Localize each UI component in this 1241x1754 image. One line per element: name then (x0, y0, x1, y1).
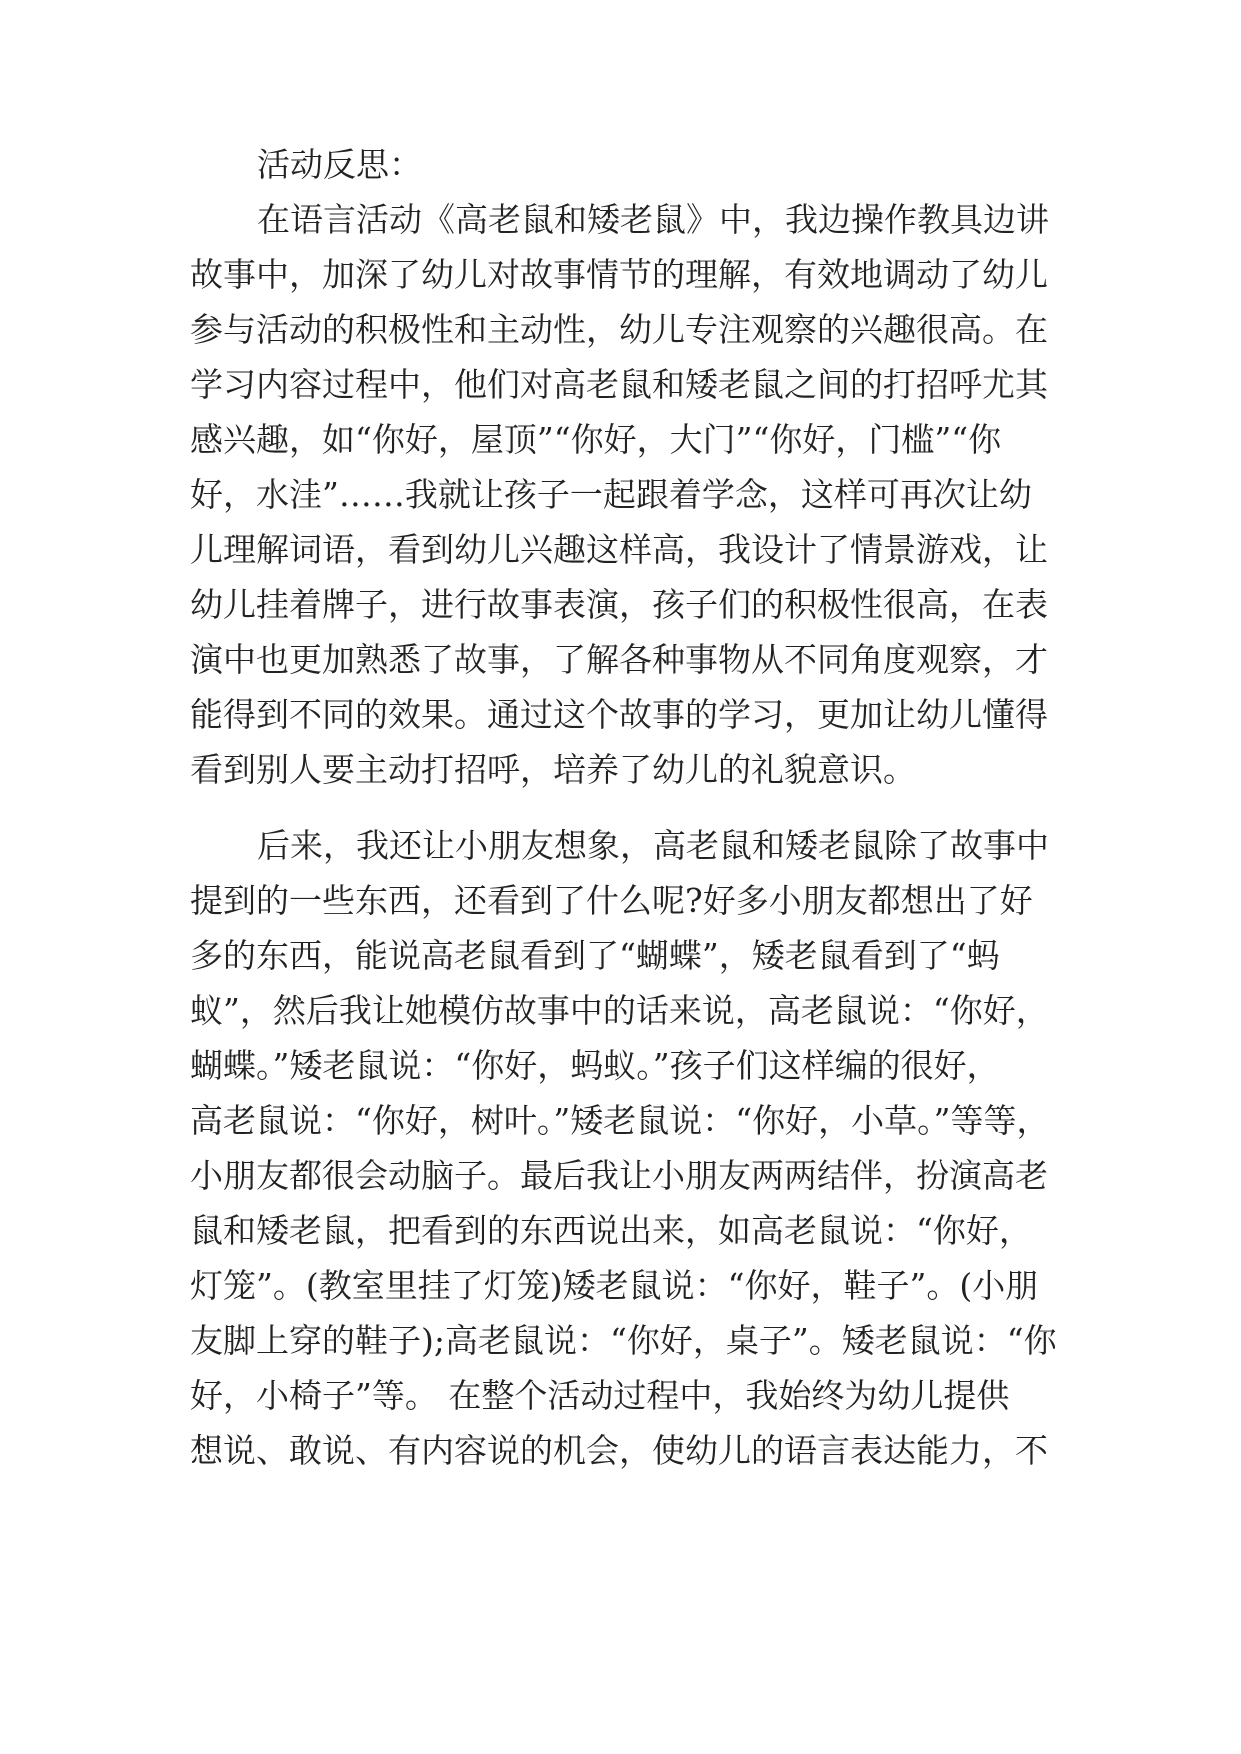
paragraph-line: 看到别人要主动打招呼，培养了幼儿的礼貌意识。 (190, 750, 916, 789)
paragraph-line: 后来，我还让小朋友想象，高老鼠和矮老鼠除了故事中 (257, 826, 1049, 865)
paragraph-line: 学习内容过程中，他们对高老鼠和矮老鼠之间的打招呼尤其 (190, 365, 1048, 404)
paragraph-line: 参与活动的积极性和主动性，幼儿专注观察的兴趣很高。在 (190, 310, 1048, 349)
paragraph-line: 儿理解词语，看到幼儿兴趣这样高，我设计了情景游戏，让 (190, 530, 1048, 569)
section-heading: 活动反思： (257, 145, 422, 184)
paragraph-line: 能得到不同的效果。通过这个故事的学习，更加让幼儿懂得 (190, 695, 1048, 734)
paragraph-line: 高老鼠说：“你好，树叶。”矮老鼠说：“你好，小草。”等等， (190, 1101, 1050, 1140)
paragraph-line: 友脚上穿的鞋子);高老鼠说：“你好，桌子”。矮老鼠说：“你 (190, 1321, 1057, 1360)
paragraph-line: 多的东西，能说高老鼠看到了“蝴蝶”，矮老鼠看到了“蚂 (190, 936, 1000, 975)
paragraph-line: 想说、敢说、有内容说的机会，使幼儿的语言表达能力，不 (190, 1431, 1048, 1470)
paragraph-line: 灯笼”。(教室里挂了灯笼)矮老鼠说：“你好，鞋子”。(小朋 (190, 1266, 1039, 1305)
paragraph-line: 演中也更加熟悉了故事，了解各种事物从不同角度观察，才 (190, 640, 1048, 679)
paragraph-line: 好，小椅子”等。 在整个活动过程中，我始终为幼儿提供 (190, 1376, 1010, 1415)
paragraph-line: 鼠和矮老鼠，把看到的东西说出来，如高老鼠说：“你好， (190, 1211, 1032, 1250)
paragraph-line: 幼儿挂着牌子，进行故事表演，孩子们的积极性很高，在表 (190, 585, 1048, 624)
paragraph-line: 蝴蝶。”矮老鼠说：“你好，蚂蚁。”孩子们这样编的很好， (190, 1046, 1000, 1085)
paragraph-line: 蚁”，然后我让她模仿故事中的话来说，高老鼠说：“你好， (190, 991, 1049, 1030)
paragraph-line: 感兴趣，如“你好，屋顶”“你好，大门”“你好，门槛”“你 (190, 420, 1002, 459)
paragraph-line: 小朋友都很会动脑子。最后我让小朋友两两结伴，扮演高老 (190, 1156, 1048, 1195)
paragraph-line: 好，水洼”……我就让孩子一起跟着学念，这样可再次让幼 (190, 475, 1032, 514)
paragraph-line: 提到的一些东西，还看到了什么呢?好多小朋友都想出了好 (190, 881, 1033, 920)
paragraph-line: 故事中，加深了幼儿对故事情节的理解，有效地调动了幼儿 (190, 255, 1048, 294)
paragraph-line: 在语言活动《高老鼠和矮老鼠》中，我边操作教具边讲 (257, 200, 1049, 239)
